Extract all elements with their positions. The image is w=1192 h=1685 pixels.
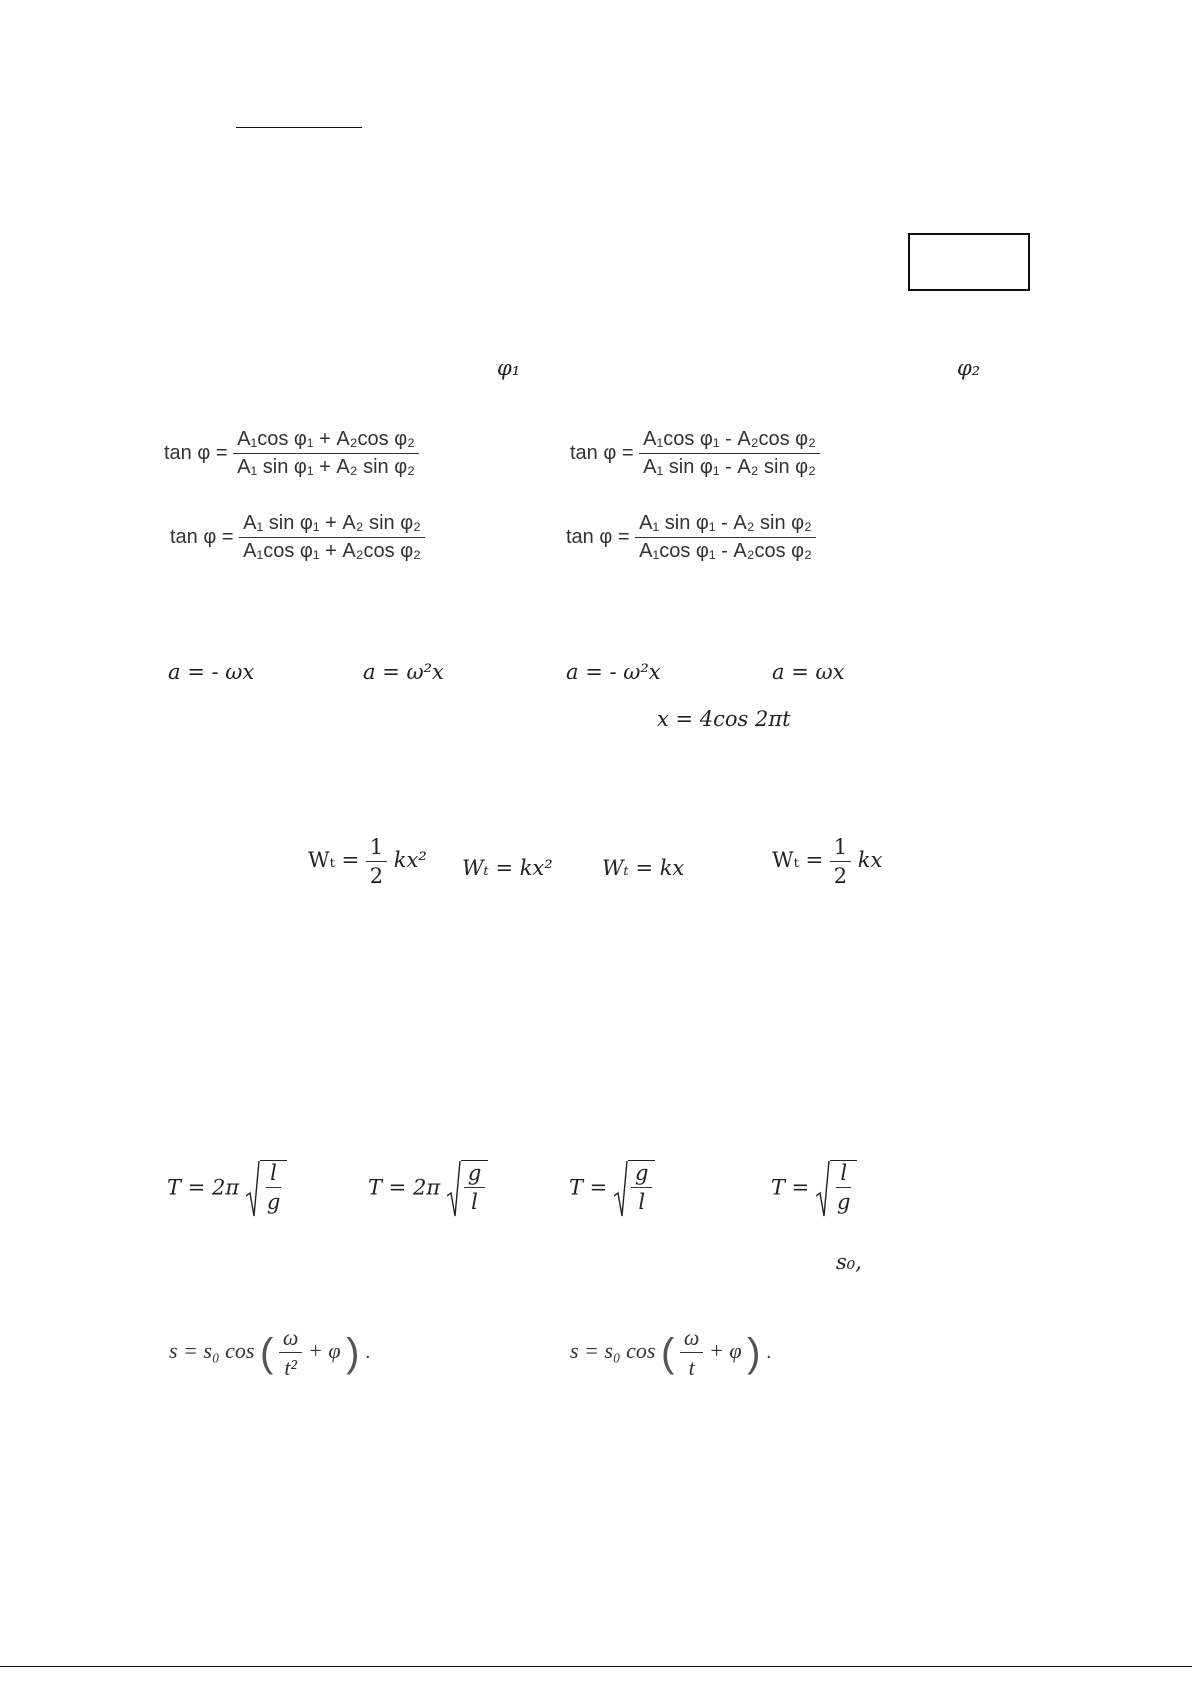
motion-option-2-num: ω <box>680 1325 704 1353</box>
tan-option-1-lhs: tan φ = <box>164 441 228 464</box>
motion-option-2 <box>570 1325 772 1381</box>
period-option-4-num: l <box>836 1161 851 1188</box>
radical-sign-icon <box>246 1160 260 1218</box>
energy-option-4 <box>772 835 882 888</box>
energy-option-4-fraction <box>830 835 851 888</box>
motion-option-1 <box>169 1325 371 1381</box>
phi2-symbol: φ₂ <box>957 356 981 380</box>
motion-option-1-end: . <box>365 1341 371 1364</box>
energy-option-4-rhs: kx <box>857 848 883 873</box>
energy-option-1-lhs: Wₜ = <box>308 848 360 873</box>
tan-option-1-fraction <box>233 428 419 479</box>
motion-option-2-plus: + φ <box>709 1338 742 1364</box>
motion-option-1-fraction <box>279 1325 303 1381</box>
tan-option-4 <box>566 512 816 563</box>
period-option-2-radical <box>447 1160 488 1218</box>
energy-option-4-lhs: Wₜ = <box>772 848 824 873</box>
tan-option-4-den: A₁cos φ₁ - A₂cos φ₂ <box>639 540 812 562</box>
tan-option-3-num: A₁ sin φ₁ + A₂ sin φ₂ <box>239 512 425 538</box>
period-option-1-radical <box>246 1160 287 1218</box>
period-option-1-num: l <box>266 1161 281 1188</box>
accel-option-4: a = ωx <box>772 660 845 684</box>
motion-option-1-den: t² <box>284 1355 298 1381</box>
motion-option-1-lhs: s = s₀ cos <box>169 1338 255 1364</box>
position-equation: x = 4cos 2πt <box>657 707 791 731</box>
motion-option-1-num: ω <box>279 1325 303 1353</box>
tan-option-3-lhs: tan φ = <box>170 525 234 548</box>
tan-option-2-num: A₁cos φ₁ - A₂cos φ₂ <box>639 428 820 454</box>
footer-rule <box>0 1666 1192 1667</box>
period-option-3 <box>569 1160 655 1218</box>
motion-option-1-plus: + φ <box>308 1338 341 1364</box>
period-option-1 <box>167 1160 287 1218</box>
tan-option-1-den: A₁ sin φ₁ + A₂ sin φ₂ <box>237 456 415 478</box>
period-option-2-den: l <box>471 1190 478 1215</box>
motion-option-2-den: t <box>688 1355 695 1381</box>
energy-option-4-num: 1 <box>830 835 851 862</box>
tan-option-4-lhs: tan φ = <box>566 525 630 548</box>
tan-option-2-den: A₁ sin φ₁ - A₂ sin φ₂ <box>643 456 816 478</box>
tan-option-4-fraction <box>635 512 816 563</box>
period-option-1-lhs: T = 2π <box>167 1175 240 1200</box>
period-option-3-radical <box>614 1160 655 1218</box>
energy-option-1-den: 2 <box>369 864 384 889</box>
tan-option-2 <box>570 428 820 479</box>
tan-option-3 <box>170 512 425 563</box>
energy-option-1-num: 1 <box>366 835 387 862</box>
tan-option-3-fraction <box>239 512 425 563</box>
header-underline <box>236 127 362 128</box>
period-option-3-lhs: T = <box>569 1175 608 1200</box>
period-option-4-lhs: T = <box>771 1175 810 1200</box>
phi1-symbol: φ₁ <box>497 356 521 380</box>
tan-option-3-den: A₁cos φ₁ + A₂cos φ₂ <box>243 540 421 562</box>
accel-option-3: a = - ω²x <box>566 660 661 684</box>
left-paren-icon: ( <box>260 1330 274 1375</box>
tan-option-2-lhs: tan φ = <box>570 441 634 464</box>
period-option-4 <box>771 1160 857 1218</box>
motion-option-2-end: . <box>766 1341 772 1364</box>
period-option-4-den: g <box>836 1190 851 1215</box>
period-option-2-num: g <box>464 1161 485 1188</box>
energy-option-2: Wₜ = kx² <box>462 856 553 880</box>
energy-option-3: Wₜ = kx <box>602 856 685 880</box>
period-option-1-den: g <box>266 1190 281 1215</box>
accel-option-2: a = ω²x <box>363 660 444 684</box>
right-paren-icon: ) <box>346 1330 360 1375</box>
energy-option-4-den: 2 <box>833 864 848 889</box>
s0-symbol: s₀, <box>836 1250 862 1274</box>
radical-sign-icon <box>816 1160 830 1218</box>
tan-option-1-num: A₁cos φ₁ + A₂cos φ₂ <box>233 428 419 454</box>
period-option-2-lhs: T = 2π <box>368 1175 441 1200</box>
motion-option-2-fraction <box>680 1325 704 1381</box>
period-option-3-num: g <box>631 1161 652 1188</box>
energy-option-1-rhs: kx² <box>393 848 427 873</box>
tan-option-1 <box>164 428 419 479</box>
radical-sign-icon <box>447 1160 461 1218</box>
tan-option-2-fraction <box>639 428 820 479</box>
accel-option-1: a = - ωx <box>168 660 255 684</box>
period-option-4-radical <box>816 1160 857 1218</box>
radical-sign-icon <box>614 1160 628 1218</box>
period-option-3-den: l <box>638 1190 646 1215</box>
right-paren-icon: ) <box>747 1330 761 1375</box>
energy-option-1 <box>308 835 427 888</box>
tan-option-4-num: A₁ sin φ₁ - A₂ sin φ₂ <box>635 512 816 538</box>
period-option-2 <box>368 1160 488 1218</box>
energy-option-1-fraction <box>366 835 387 888</box>
left-paren-icon: ( <box>661 1330 675 1375</box>
score-box[interactable] <box>908 233 1030 291</box>
motion-option-2-lhs: s = s₀ cos <box>570 1338 656 1364</box>
